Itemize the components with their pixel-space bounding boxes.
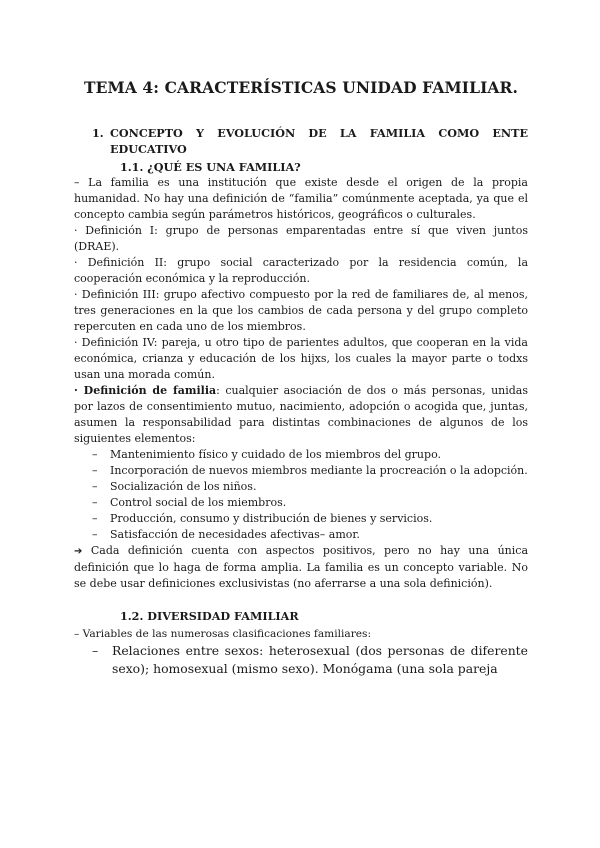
section-number: 1. (92, 126, 104, 140)
page-title: TEMA 4: CARACTERÍSTICAS UNIDAD FAMILIAR. (83, 78, 519, 97)
section-title: CONCEPTO Y EVOLUCIÓN DE LA FAMILIA COMO ENTE EDUCATIVO (110, 126, 528, 156)
definition-3: · Definición III: grupo afectivo compuesto por la red de familiares de, al menos, tres generaciones en la que los cambios de cada persona y del grupo completo repercuten en cada uno de los miembros. (74, 288, 528, 333)
list-item: – Relaciones entre sexos: heterosexual (dos personas de diferente sexo); homosexual (mismo sexo). Monógama (una sola pareja (92, 642, 528, 678)
diversity-intro: – Variables de las numerosas clasificaciones familiares: (74, 628, 372, 640)
list-item: – Socialización de los niños. (92, 479, 528, 495)
definition-1: · Definición I: grupo de personas emparentadas entre sí que viven juntos (DRAE). (74, 224, 528, 253)
intro-paragraph: – La familia es una institución que existe desde el origen de la propia humanidad. No hay una definición de “familia” comúnmente aceptada, ya que el concepto cambia según parámetros históricos, geográficos o culturales. (74, 176, 528, 221)
list-item: – Mantenimiento físico y cuidado de los miembros del grupo. (92, 447, 528, 463)
diversity-list (74, 642, 528, 678)
note-text: Cada definición cuenta con aspectos positivos, pero no hay una única definición que lo haga de forma amplia. La familia es un concepto variable. No se debe usar definiciones exclusivistas (no aferrarse a una sola definición). (74, 544, 528, 590)
family-definition (74, 383, 528, 447)
definition-2: · Definición II: grupo social caracterizado por la residencia común, la cooperación económica y la reproducción. (74, 256, 528, 285)
list-item: – Producción, consumo y distribución de bienes y servicios. (92, 511, 528, 527)
note-paragraph (74, 543, 528, 592)
family-definition-text: : cualquier asociación de dos o más personas, unidas por lazos de consentimiento mutuo, nacimiento, adopción o acogida que, juntas, asumen la responsabilidad para distintas combinaciones de algunos de los siguientes elementos: (74, 384, 529, 445)
section-heading (74, 125, 528, 157)
elements-list (74, 447, 528, 543)
family-definition-lead: · Definición de familia (74, 384, 217, 397)
list-item: – Control social de los miembros. (92, 495, 528, 511)
subsection-heading-1-1: 1.1. ¿QUÉ ES UNA FAMILIA? (120, 160, 301, 174)
arrow-icon: ➔ (74, 546, 83, 557)
list-item: – Satisfacción de necesidades afectivas– amor. (92, 527, 528, 543)
definition-4: · Definición IV: pareja, u otro tipo de parientes adultos, que cooperan en la vida económica, crianza y educación de los hijxs, los cuales la mayor parte o todxs usan una morada común. (74, 336, 528, 381)
list-item: – Incorporación de nuevos miembros mediante la procreación o la adopción. (92, 463, 528, 479)
subsection-heading-1-2: 1.2. DIVERSIDAD FAMILIAR (120, 609, 299, 623)
